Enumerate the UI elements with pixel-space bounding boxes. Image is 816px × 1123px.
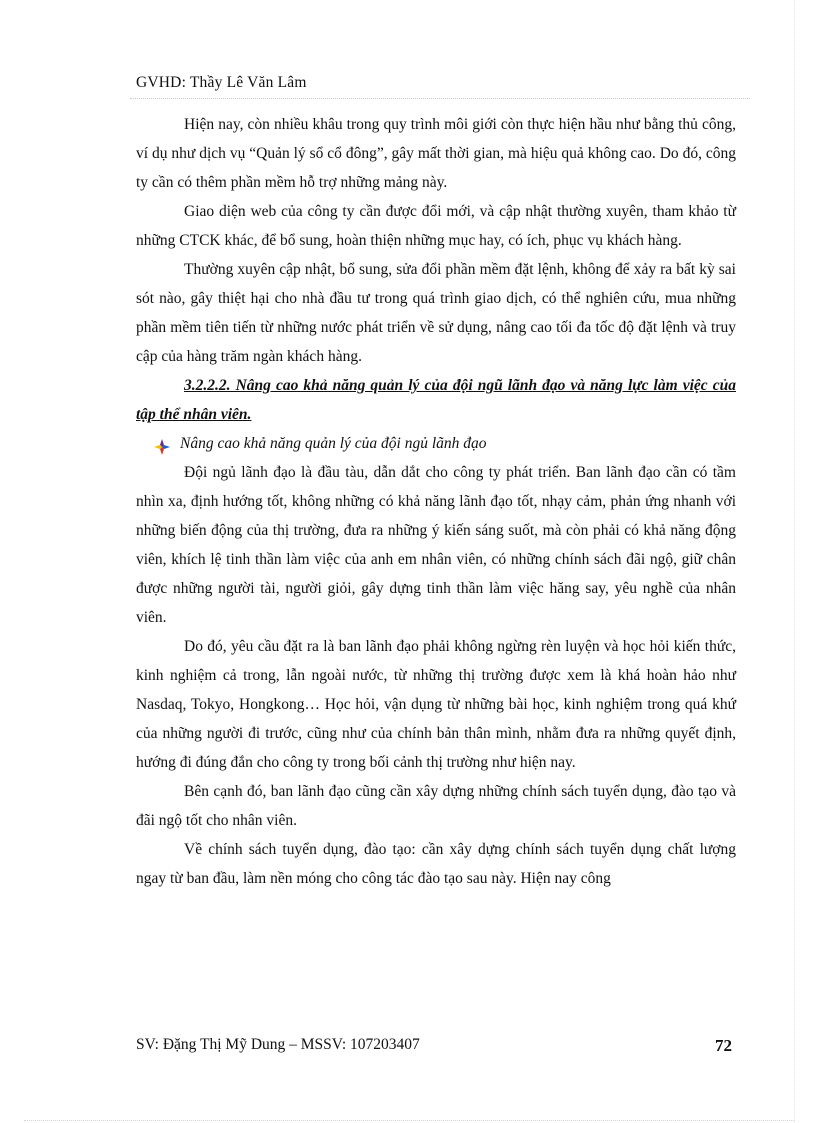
subheading-text: Nâng cao khả năng quản lý của đội ngủ lãnh đạo (180, 435, 487, 452)
body-paragraph: Do đó, yêu cầu đặt ra là ban lãnh đạo phải không ngừng rèn luyện và học hỏi kiến thức, kinh nghiệm cả trong, lẫn ngoài nước, từ những thị trường được xem là khá hoàn hảo như Nasdaq, Tokyo, Hongkong… Học hỏi, vận dụng từ những bài học, kinh nghiệm trong quá khứ của những người đi trước, cũng như của chính bản thân mình, nhằm đưa ra những quyết định, hướng đi đúng đắn cho công ty trong bối cảnh thị trường như hiện nay. (136, 638, 736, 771)
page-right-border (794, 0, 795, 1123)
body-paragraph: Thường xuyên cập nhật, bổ sung, sửa đổi phần mềm đặt lệnh, không để xảy ra bất kỳ sai sót nào, gây thiệt hại cho nhà đầu tư trong quá trình giao dịch, có thể nghiên cứu, mua những phần mềm tiên tiến từ những nước phát triển về sử dụng, nâng cao tối đa tốc độ đặt lệnh và truy cập của hàng trăm ngàn khách hàng. (136, 261, 736, 365)
body-paragraph: Giao diện web của công ty cần được đổi mới, và cập nhật thường xuyên, tham khảo từ những CTCK khác, để bổ sung, hoàn thiện những mục hay, có ích, phục vụ khách hàng. (136, 203, 736, 249)
four-point-star-bullet-icon (154, 436, 170, 452)
page-bottom-border (24, 1120, 794, 1121)
body-paragraph: Bên cạnh đó, ban lãnh đạo cũng cần xây dựng những chính sách tuyển dụng, đào tạo và đãi ngộ tốt cho nhân viên. (136, 783, 736, 829)
subheading (136, 429, 736, 458)
page-body (136, 110, 736, 893)
section-heading: 3.2.2.2. Nâng cao khả năng quản lý của đội ngũ lãnh đạo và năng lực làm việc của tập thể nhân viên. (136, 377, 736, 423)
page-number: 72 (715, 1036, 732, 1055)
body-paragraph: Về chính sách tuyển dụng, đào tạo: cần xây dựng chính sách tuyển dụng chất lượng ngay từ ban đầu, làm nền móng cho công tác đào tạo sau này. Hiện nay công (136, 841, 736, 887)
header-divider (130, 98, 750, 99)
body-paragraph: Đội ngủ lãnh đạo là đầu tàu, dẫn dắt cho công ty phát triển. Ban lãnh đạo cần có tầm nhìn xa, định hướng tốt, không những có khả năng lãnh đạo tốt, nhạy cảm, phản ứng nhanh với những biến động của thị trường, đưa ra những ý kiến sáng suốt, mà còn phải có khả năng động viên, khích lệ tinh thần làm việc của anh em nhân viên, có những chính sách đãi ngộ, giữ chân được những người tài, người giỏi, gây dựng tinh thần làm việc hăng say, yêu nghề của nhân viên. (136, 464, 736, 626)
body-paragraph: Hiện nay, còn nhiều khâu trong quy trình môi giới còn thực hiện hầu như bằng thủ công, ví dụ như dịch vụ “Quản lý sổ cổ đông”, gây mất thời gian, mà hiệu quả không cao. Do đó, công ty cần có thêm phần mềm hỗ trợ những mảng này. (136, 116, 736, 191)
footer-author: SV: Đặng Thị Mỹ Dung – MSSV: 107203407 (136, 1036, 420, 1053)
page-header: GVHD: Thầy Lê Văn Lâm (136, 74, 307, 91)
